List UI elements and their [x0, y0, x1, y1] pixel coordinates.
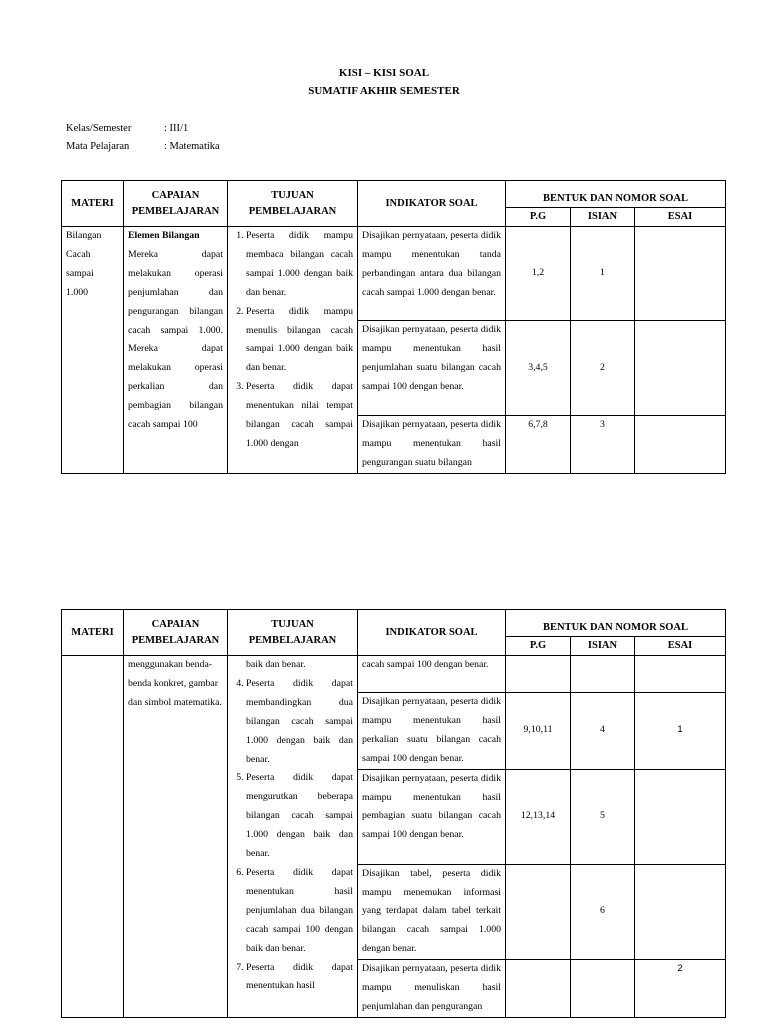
isian-cell [571, 960, 635, 1018]
pg-cell: 3,4,5 [506, 321, 571, 416]
capaian-text: Mereka dapat melakukan operasi penjumlahan dan pengurangan bilangan cacah sampai 1.000. Mereka dapat melakukan operasi perkalian dan pembagian bilangan cacah sampai 100 [128, 248, 223, 431]
tujuan-continued: baik dan benar. [246, 659, 306, 670]
kisi-table-page-1 [61, 180, 726, 474]
esai-cell [635, 864, 726, 960]
tujuan-cell [228, 227, 358, 474]
header-indikator: INDIKATOR SOAL [358, 610, 506, 656]
pg-cell [506, 656, 571, 693]
capaian-cell [124, 227, 228, 474]
kelas-value: : III/1 [164, 123, 189, 134]
tujuan-item-2: 2. Peserta didik mampu menulis bilangan cacah sampai 1.000 dengan baik dan benar. [246, 303, 353, 379]
materi-cell: Bilangan Cacah sampai 1.000 [62, 227, 124, 474]
header-capaian: CAPAIAN PEMBELAJARAN [124, 610, 228, 656]
header-tujuan: TUJUAN PEMBELAJARAN [228, 610, 358, 656]
indikator-cell: Disajikan pernyataan, peserta didik mampu menentukan tanda perbandingan antara dua bilangan cacah sampai 1.000 dengan benar. [358, 227, 506, 321]
indikator-cell: Disajikan pernyataan, peserta didik mampu menuliskan hasil penjumlahan dan pengurangan [358, 960, 506, 1018]
isian-cell: 1 [571, 227, 635, 321]
meta-mapel [66, 141, 220, 152]
isian-cell: 6 [571, 864, 635, 960]
doc-title: KISI – KISI SOAL [338, 67, 430, 79]
header-bentuk: BENTUK DAN NOMOR SOAL [506, 610, 726, 637]
meta-kelas [66, 123, 188, 134]
isian-cell: 4 [571, 693, 635, 770]
header-tujuan: TUJUAN PEMBELAJARAN [228, 181, 358, 227]
indikator-cell: Disajikan pernyataan, peserta didik mampu menentukan hasil pembagian suatu bilangan cacah sampai 100 dengan benar. [358, 769, 506, 864]
indikator-cell: Disajikan pernyataan, peserta didik mampu menentukan hasil penjumlahan suatu bilangan cacah sampai 100 dengan benar. [358, 321, 506, 416]
isian-cell: 5 [571, 769, 635, 864]
tujuan-item-3: 3. Peserta didik dapat menentukan nilai tempat bilangan cacah sampai 1.000 dengan [246, 378, 353, 454]
header-bentuk: BENTUK DAN NOMOR SOAL [506, 181, 726, 208]
header-isian: ISIAN [571, 637, 635, 656]
tujuan-item-4: 4. Peserta didik dapat membandingkan dua bilangan cacah sampai 1.000 dengan baik dan benar. [246, 675, 353, 770]
esai-cell [635, 416, 726, 474]
tujuan-item-5: 5. Peserta didik dapat mengurutkan beberapa bilangan cacah sampai 1.000 dengan baik dan benar. [246, 769, 353, 864]
header-pg: P.G [506, 637, 571, 656]
pg-cell: 9,10,11 [506, 693, 571, 770]
kisi-table-page-2 [61, 609, 726, 1018]
indikator-cell: Disajikan tabel, peserta didik mampu menemukan informasi yang terdapat dalam tabel terkait bilangan cacah sampai 1.000 dengan benar. [358, 864, 506, 960]
materi-cell [62, 656, 124, 1018]
header-capaian: CAPAIAN PEMBELAJARAN [124, 181, 228, 227]
header-materi: MATERI [62, 181, 124, 227]
pg-cell [506, 864, 571, 960]
header-esai: ESAI [635, 637, 726, 656]
indikator-cell: Disajikan pernyataan, peserta didik mampu menentukan hasil perkalian suatu bilangan cacah sampai 100 dengan benar. [358, 693, 506, 770]
pg-cell [506, 960, 571, 1018]
tujuan-item-6: 6. Peserta didik dapat menentukan hasil penjumlahan dua bilangan cacah sampai 100 dengan baik dan benar. [246, 864, 353, 959]
esai-cell [635, 769, 726, 864]
mapel-label: Mata Pelajaran [66, 141, 130, 152]
header-indikator: INDIKATOR SOAL [358, 181, 506, 227]
doc-subtitle: SUMATIF AKHIR SEMESTER [308, 85, 460, 97]
pg-cell: 1,2 [506, 227, 571, 321]
indikator-cell: Disajikan pernyataan, peserta didik mampu menentukan hasil pengurangan suatu bilangan [358, 416, 506, 474]
isian-cell: 3 [571, 416, 635, 474]
esai-cell: 2 [635, 960, 726, 1018]
isian-cell [571, 656, 635, 693]
kelas-label: Kelas/Semester [66, 123, 132, 134]
pg-cell: 12,13,14 [506, 769, 571, 864]
mapel-value: : Matematika [164, 141, 220, 152]
esai-cell [635, 656, 726, 693]
isian-cell: 2 [571, 321, 635, 416]
header-pg: P.G [506, 208, 571, 227]
esai-cell: 1 [635, 693, 726, 770]
header-materi: MATERI [62, 610, 124, 656]
pg-cell: 6,7,8 [506, 416, 571, 474]
capaian-title: Elemen Bilangan [128, 230, 200, 241]
capaian-cell [124, 656, 228, 1018]
esai-cell [635, 321, 726, 416]
tujuan-cell [228, 656, 358, 1018]
header-isian: ISIAN [571, 208, 635, 227]
esai-cell [635, 227, 726, 321]
tujuan-item-1: 1. Peserta didik mampu membaca bilangan cacah sampai 1.000 dengan baik dan benar. [246, 227, 353, 303]
tujuan-item-7: 7. Peserta didik dapat menentukan hasil [246, 959, 353, 997]
indikator-cell: cacah sampai 100 dengan benar. [358, 656, 506, 693]
capaian-text: menggunakan benda-benda konkret, gambar dan simbol matematika. [128, 659, 222, 708]
header-esai: ESAI [635, 208, 726, 227]
